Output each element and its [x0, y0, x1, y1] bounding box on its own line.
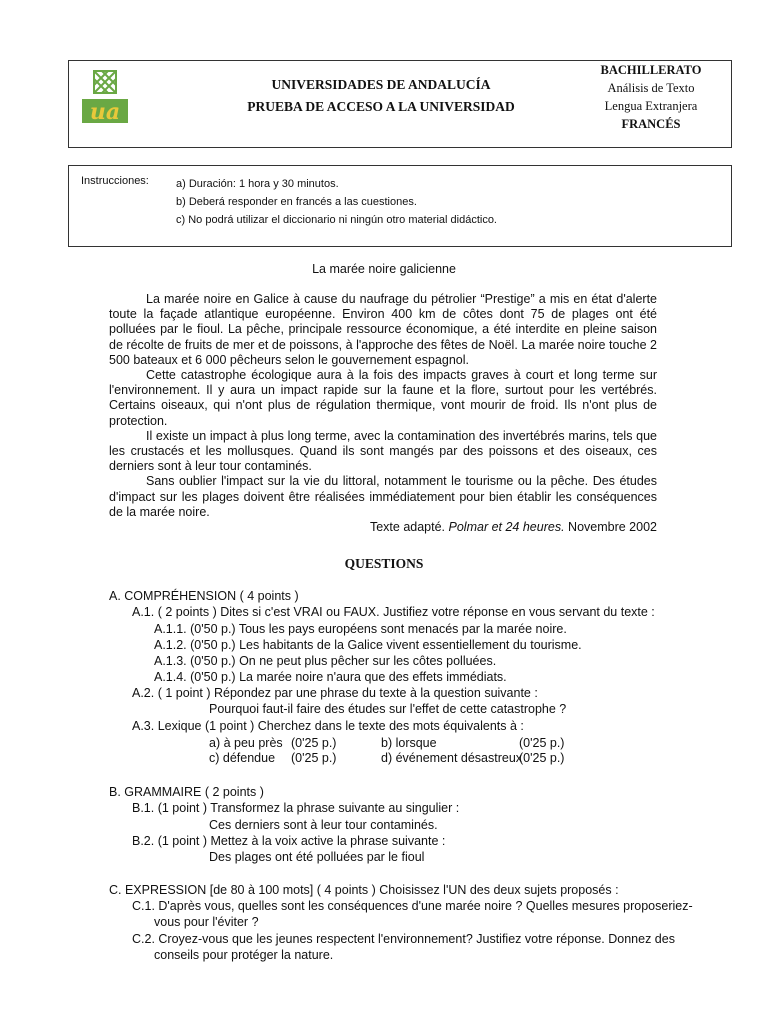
section-a-title: A. COMPRÉHENSION ( 4 points ) — [109, 589, 299, 603]
lexique-word: b) lorsque — [381, 736, 437, 750]
source-prefix: Texte adapté. — [369, 520, 446, 535]
instructions-label: Instrucciones: — [81, 175, 149, 187]
question-c1-cont: vous pour l'éviter ? — [154, 915, 259, 929]
header-box — [68, 60, 732, 148]
questions-title: QUESTIONS — [344, 556, 424, 571]
paragraph: Cette catastrophe écologique aura à la fois des impacts graves à court et long terme sur l'environnement. Il y aura un impact rapide sur la faune et la flore, surtout pour les vertébrés. Certains oiseaux, qui n'ont plus de régulation thermique, vont mourir de froid. Ils n'ont plus de protection. — [109, 368, 657, 428]
question-b1: B.1. (1 point ) Transformez la phrase suivante au singulier : — [132, 801, 460, 815]
reading-text — [109, 292, 657, 535]
paragraph: La marée noire en Galice à cause du naufrage du pétrolier “Prestige” a mis en état d'alerte toute la façade atlantique européenne. Environ 400 km de côtes dont 75 de plages ont été polluées par le fioul. La pêche, principale ressource économique, a été interdite en pleine saison de récolte de fruits de mer et de poissons, à l'approche des fêtes de Noël. La marée noire touche 2 500 bateaux et 6 000 pêcheurs selon le gouvernement espagnol. — [109, 292, 657, 367]
lexique-word: d) événement désastreux — [381, 751, 523, 765]
lexique-word: a) à peu près — [209, 736, 283, 750]
section-c-title: C. EXPRESSION [de 80 à 100 mots] ( 4 points ) Choisissez l'UN des deux sujets proposés : — [109, 883, 619, 897]
lexique-points: (0'25 p.) — [519, 736, 565, 750]
instruction-item: c) No podrá utilizar el diccionario ni ningún otro material didáctico. — [176, 214, 497, 226]
section-b-title: B. GRAMMAIRE ( 2 points ) — [109, 785, 264, 799]
instructions-box — [68, 165, 732, 247]
question-a2-prompt: Pourquoi faut-il faire des études sur l'effet de cette catastrophe ? — [209, 702, 567, 716]
exam-title: PRUEBA DE ACCESO A LA UNIVERSIDAD — [247, 99, 515, 114]
question-b2-sentence: Des plages ont été polluées par le fioul — [209, 850, 425, 864]
subject-label: Análisis de Texto — [607, 81, 695, 95]
instruction-item: a) Duración: 1 hora y 30 minutos. — [176, 178, 339, 190]
question-a1-4: A.1.4. (0'50 p.) La marée noire n'aura que des effets immédiats. — [154, 670, 507, 684]
university-logo — [80, 69, 130, 127]
question-a1-2: A.1.2. (0'50 p.) Les habitants de la Galice vivent essentiellement du tourisme. — [154, 638, 582, 652]
question-a2: A.2. ( 1 point ) Répondez par une phrase du texte à la question suivante : — [132, 686, 538, 700]
instructions-list — [176, 175, 497, 229]
question-a1: A.1. ( 2 points ) Dites si c'est VRAI ou FAUX. Justifiez votre réponse en vous servant du texte : — [132, 605, 655, 619]
paragraph: Il existe un impact à plus long terme, avec la contamination des invertébrés marins, tels que les crustacés et les mollusques. Quand ils sont mangés par des poissons et des oiseaux, ces derniers sont à leur tour contaminés. — [109, 428, 657, 474]
paragraph: Sans oublier l'impact sur la vie du littoral, notamment le tourisme ou la pêche. Des études d'impact sur les plages doivent être réalisées immédiatement pour bien établir les conséquences de la marée noire. — [109, 474, 657, 519]
question-a1-3: A.1.3. (0'50 p.) On ne peut plus pêcher sur les côtes polluées. — [154, 654, 497, 668]
source-date: Novembre 2002 — [568, 520, 657, 535]
lexique-word: c) défendue — [209, 751, 276, 765]
question-b1-sentence: Ces derniers sont à leur tour contaminés. — [209, 818, 438, 832]
level-label: BACHILLERATO — [600, 63, 702, 77]
subject-sub-label: Lengua Extranjera — [604, 99, 698, 113]
source-publication: Polmar et 24 heures. — [448, 520, 565, 535]
question-c2-cont: conseils pour protéger la nature. — [154, 948, 334, 962]
exam-info — [581, 61, 721, 133]
lexique-points: (0'25 p.) — [291, 736, 337, 750]
question-c1: C.1. D'après vous, quelles sont les conséquences d'une marée noire ? Quelles mesures proposeriez- — [132, 899, 693, 913]
question-a3: A.3. Lexique (1 point ) Cherchez dans le texte des mots équivalents à : — [132, 719, 524, 733]
question-c2: C.2. Croyez-vous que les jeunes respectent l'environnement? Justifiez votre réponse. Donnez des — [132, 932, 675, 946]
question-b2: B.2. (1 point ) Mettez à la voix active la phrase suivante : — [132, 834, 446, 848]
question-a1-1: A.1.1. (0'50 p.) Tous les pays européens sont menacés par la marée noire. — [154, 622, 567, 636]
svg-text:ua: ua — [89, 99, 121, 125]
lexique-points: (0'25 p.) — [519, 751, 565, 765]
text-source — [109, 520, 657, 535]
instruction-item: b) Deberá responder en francés a las cuestiones. — [176, 196, 417, 208]
lexique-points: (0'25 p.) — [291, 751, 337, 765]
university-name: UNIVERSIDADES DE ANDALUCÍA — [271, 77, 491, 92]
language-label: FRANCÉS — [621, 117, 681, 131]
text-title: La marée noire galicienne — [312, 262, 456, 276]
